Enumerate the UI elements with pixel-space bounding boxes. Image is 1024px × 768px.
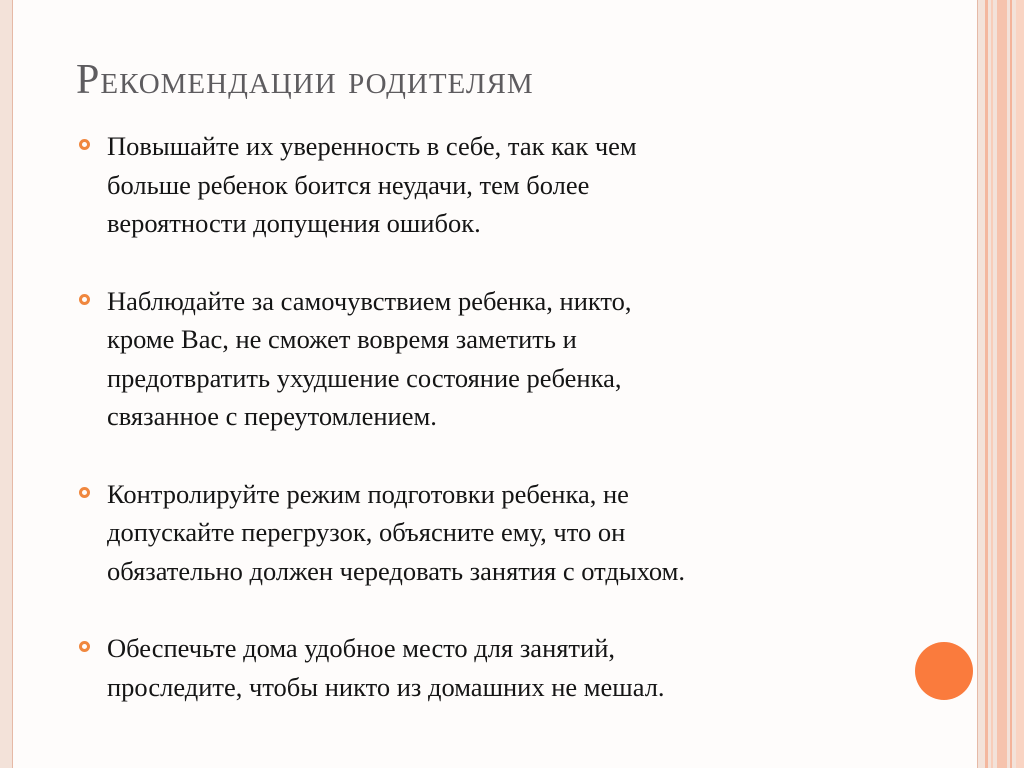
decorative-orange-circle: [915, 642, 973, 700]
decorative-stripe: [997, 0, 1007, 768]
bullet-list: [75, 127, 895, 745]
slide-title: Рекомендации родителям: [76, 57, 534, 103]
decorative-stripe: [985, 0, 988, 768]
ring-bullet-icon: [79, 294, 90, 305]
decorative-stripe: [1016, 0, 1024, 768]
bullet-text: Повышайте их уверенность в себе, так как чем больше ребенок боится неудачи, тем более вероятности допущения ошибок.: [107, 131, 637, 238]
bullet-text: Наблюдайте за самочувствием ребенка, никто, кроме Вас, не сможет вовремя заметить и предотвратить ухудшение состояние ребенка, связанное с переутомлением.: [107, 285, 632, 431]
list-item: [75, 475, 895, 591]
decorative-stripe: [991, 0, 993, 768]
ring-bullet-icon: [79, 139, 90, 150]
decorative-stripe: [1010, 0, 1012, 768]
ring-bullet-icon: [79, 487, 90, 498]
bullet-text: Обеспечьте дома удобное место для занятий, проследите, чтобы никто из домашних не мешал.: [107, 633, 665, 702]
list-item: [75, 282, 895, 436]
bullet-text: Контролируйте режим подготовки ребенка, не допускайте перегрузок, объясните ему, что он обязательно должен чередовать занятия с отдыхом.: [107, 478, 686, 586]
list-item: [75, 127, 895, 243]
ring-bullet-icon: [79, 641, 90, 652]
list-item: [75, 629, 895, 706]
slide-canvas: [12, 0, 978, 768]
